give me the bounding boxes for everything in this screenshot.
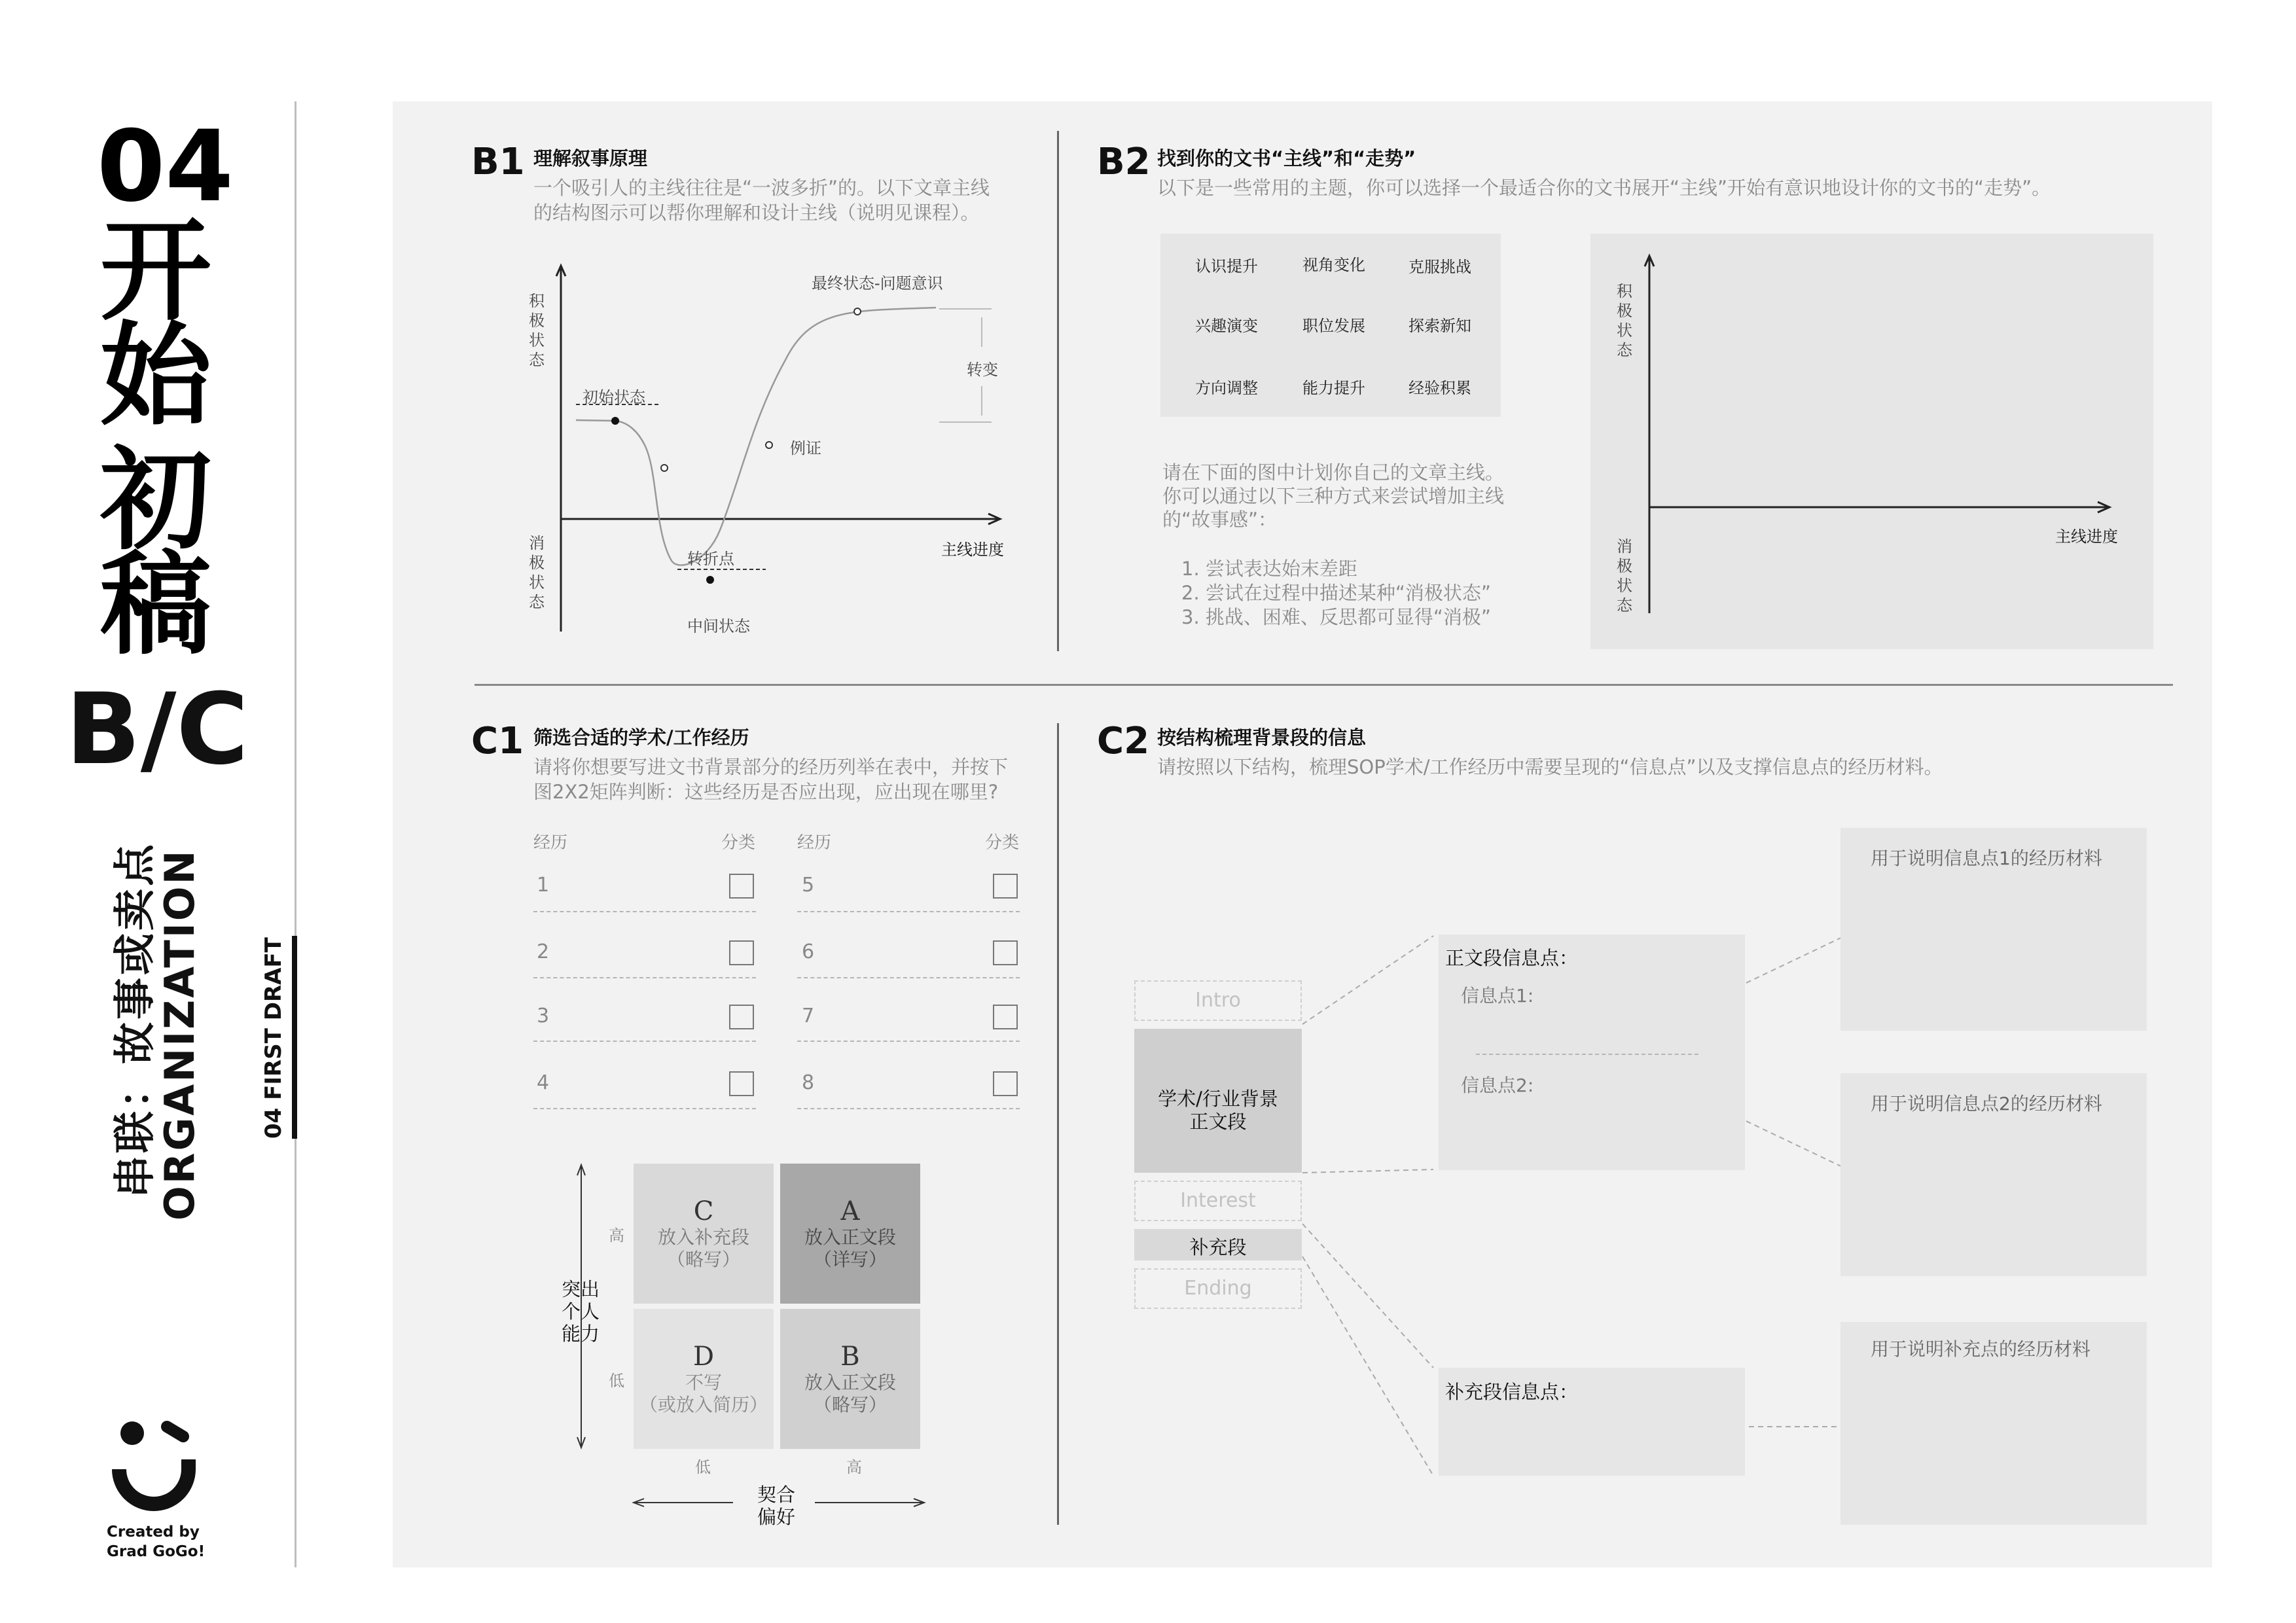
supp-info-title: 补充段信息点： — [1445, 1381, 1579, 1403]
b2-tip-1: 1. 尝试表达始末差距 — [1181, 558, 1357, 580]
matrix-x-low: 低 — [695, 1458, 711, 1476]
c1-row-7: 7 — [802, 1005, 815, 1027]
b1-title: 理解叙事原理 — [533, 147, 648, 169]
b1-final-state: 最终状态-问题意识 — [812, 274, 943, 293]
b2-plan-1: 请在下面的图中计划你自己的文章主线。 — [1162, 461, 1505, 484]
b1-id: B1 — [471, 141, 525, 183]
b1-turn: 转变 — [967, 361, 998, 379]
b1-middle-state: 中间状态 — [687, 617, 750, 635]
matrix-cell-b-letter: B — [840, 1342, 860, 1372]
structure-main-line1: 学术/行业背景 — [1158, 1088, 1278, 1110]
matrix-cell-d-letter: D — [692, 1342, 715, 1372]
b2-y-pos-3: 状 — [1617, 321, 1632, 340]
b2-x-label: 主线进度 — [2055, 527, 2118, 546]
c1-col-cat-right: 分类 — [985, 833, 1020, 853]
b2-theme-3: 克服挑战 — [1408, 258, 1471, 276]
c1-title: 筛选合适的学术/工作经历 — [533, 726, 749, 749]
chapter-number: 04 — [97, 110, 234, 224]
section-code: B/C — [65, 673, 249, 787]
info-point-2: 信息点2: — [1461, 1075, 1534, 1096]
matrix-x-axis-1: 契合 — [757, 1484, 796, 1506]
matrix-y-axis-3: 能力 — [562, 1323, 600, 1345]
matrix-x-high: 高 — [846, 1458, 862, 1476]
matrix-cell-d-line1: 不写 — [685, 1372, 722, 1393]
b1-y-neg-4: 态 — [529, 593, 545, 611]
title-char-4: 稿 — [99, 541, 211, 670]
c1-id: C1 — [471, 720, 524, 762]
b2-id: B2 — [1097, 141, 1151, 183]
matrix-cell-a-line1: 放入正文段 — [804, 1226, 896, 1248]
b1-turning-point: 转折点 — [687, 550, 734, 568]
b2-plan-3: 的“故事感”： — [1162, 508, 1278, 531]
matrix-cell-c-letter: C — [693, 1196, 714, 1226]
chapter-label: 04 FIRST DRAFT — [260, 937, 287, 1139]
b2-title: 找到你的文书“主线”和“走势” — [1157, 147, 1416, 169]
b1-y-pos-2: 极 — [529, 312, 545, 330]
b2-plan-2: 你可以通过以下三种方式来尝试增加主线 — [1162, 485, 1505, 507]
matrix-y-axis-2: 个人 — [562, 1300, 600, 1323]
c1-desc-1: 请将你想要写进文书背景部分的经历列举在表中，并按下 — [533, 756, 1009, 778]
b2-tip-2: 2. 尝试在过程中描述某种“消极状态” — [1181, 582, 1491, 604]
b2-theme-4: 兴趣演变 — [1195, 317, 1258, 335]
c1-col-cat-left: 分类 — [721, 833, 756, 853]
b2-theme-8: 能力提升 — [1302, 379, 1365, 397]
title-char-3: 初 — [99, 436, 211, 565]
structure-supplement-label: 补充段 — [1189, 1236, 1247, 1258]
matrix-cell-a-letter: A — [840, 1196, 860, 1226]
title-char-2: 始 — [99, 312, 211, 441]
b2-y-neg-4: 态 — [1617, 596, 1632, 615]
c1-row-5: 5 — [802, 874, 815, 897]
b2-y-pos-1: 积 — [1617, 282, 1632, 300]
matrix-x-axis-2: 偏好 — [757, 1506, 796, 1528]
b2-theme-6: 探索新知 — [1408, 317, 1471, 335]
c1-col-exp-left: 经历 — [533, 833, 568, 853]
material-box-2-label: 用于说明信息点2的经历材料 — [1871, 1093, 2102, 1115]
b1-y-pos-4: 态 — [529, 351, 545, 369]
material-box-3-label: 用于说明补充点的经历材料 — [1871, 1338, 2091, 1360]
title-char-1: 开 — [99, 207, 211, 336]
c1-row-8: 8 — [802, 1071, 815, 1094]
c1-row-2: 2 — [537, 940, 550, 963]
b1-y-neg-3: 状 — [529, 573, 545, 592]
structure-interest: Interest — [1134, 1181, 1302, 1221]
b1-desc-2: 的结构图示可以帮你理解和设计主线（说明见课程）。 — [533, 202, 980, 224]
b1-y-pos-1: 积 — [529, 292, 545, 310]
matrix-y-axis-1: 突出 — [562, 1278, 600, 1300]
b2-y-neg-3: 状 — [1617, 577, 1632, 595]
c2-id: C2 — [1097, 720, 1150, 762]
structure-main-line2: 正文段 — [1189, 1111, 1247, 1133]
main-info-title: 正文段信息点： — [1445, 947, 1579, 969]
c1-col-exp-right: 经历 — [797, 833, 832, 853]
c1-row-4: 4 — [537, 1071, 550, 1094]
created-by-2: Grad GoGo! — [107, 1543, 206, 1560]
b1-desc-1: 一个吸引人的主线往往是“一波多折”的。以下文章主线 — [533, 177, 990, 199]
b1-y-pos-3: 状 — [529, 331, 545, 349]
b2-tip-3: 3. 挑战、困难、反思都可显得“消极” — [1181, 606, 1491, 628]
b2-y-pos-2: 极 — [1617, 302, 1632, 320]
matrix-y-high: 高 — [609, 1226, 624, 1245]
matrix-cell-b-line1: 放入正文段 — [804, 1372, 896, 1393]
structure-intro: Intro — [1134, 980, 1302, 1021]
b2-theme-5: 职位发展 — [1302, 317, 1365, 335]
b2-y-pos-4: 态 — [1617, 341, 1632, 359]
info-point-1: 信息点1: — [1461, 985, 1534, 1007]
c1-row-6: 6 — [802, 940, 815, 963]
matrix-cell-d-line2: （或放入简历） — [639, 1394, 768, 1416]
b2-theme-7: 方向调整 — [1195, 379, 1258, 397]
structure-ending: Ending — [1134, 1268, 1302, 1309]
matrix-y-low: 低 — [609, 1372, 624, 1390]
b2-theme-9: 经验积累 — [1408, 379, 1471, 397]
c1-desc-2: 图2X2矩阵判断：这些经历是否应出现，应出现在哪里? — [533, 781, 999, 803]
b2-y-neg-2: 极 — [1617, 557, 1632, 575]
b1-x-label: 主线进度 — [941, 541, 1004, 559]
b2-theme-1: 认识提升 — [1195, 257, 1258, 276]
subtitle-cn: 串联：故事或卖点 — [111, 842, 160, 1198]
b1-y-neg-1: 消 — [529, 534, 545, 552]
material-box-1-label: 用于说明信息点1的经历材料 — [1871, 847, 2102, 869]
matrix-cell-b-line2: （略写） — [813, 1394, 887, 1416]
b1-initial-state: 初始状态 — [583, 388, 645, 406]
c2-desc: 请按照以下结构，梳理SOP学术/工作经历中需要呈现的“信息点”以及支撑信息点的经历材料。 — [1157, 756, 1943, 778]
c1-row-1: 1 — [537, 874, 550, 897]
created-by-1: Created by — [107, 1524, 200, 1541]
matrix-cell-c-line1: 放入补充段 — [657, 1226, 749, 1248]
b2-y-neg-1: 消 — [1617, 537, 1632, 556]
subtitle-en: ORGANIZATION — [156, 848, 204, 1221]
matrix-cell-a-line2: （详写） — [813, 1249, 887, 1270]
b1-example: 例证 — [790, 439, 821, 457]
info-point-divider — [1476, 1054, 1698, 1055]
c2-title: 按结构梳理背景段的信息 — [1157, 726, 1367, 749]
matrix-cell-c-line2: （略写） — [666, 1249, 740, 1270]
b2-theme-2: 视角变化 — [1302, 256, 1365, 274]
b2-desc: 以下是一些常用的主题，你可以选择一个最适合你的文书展开“主线”开始有意识地设计你的文书的“走势”。 — [1157, 177, 2051, 199]
c1-row-3: 3 — [537, 1005, 550, 1027]
b1-y-neg-2: 极 — [529, 554, 545, 572]
